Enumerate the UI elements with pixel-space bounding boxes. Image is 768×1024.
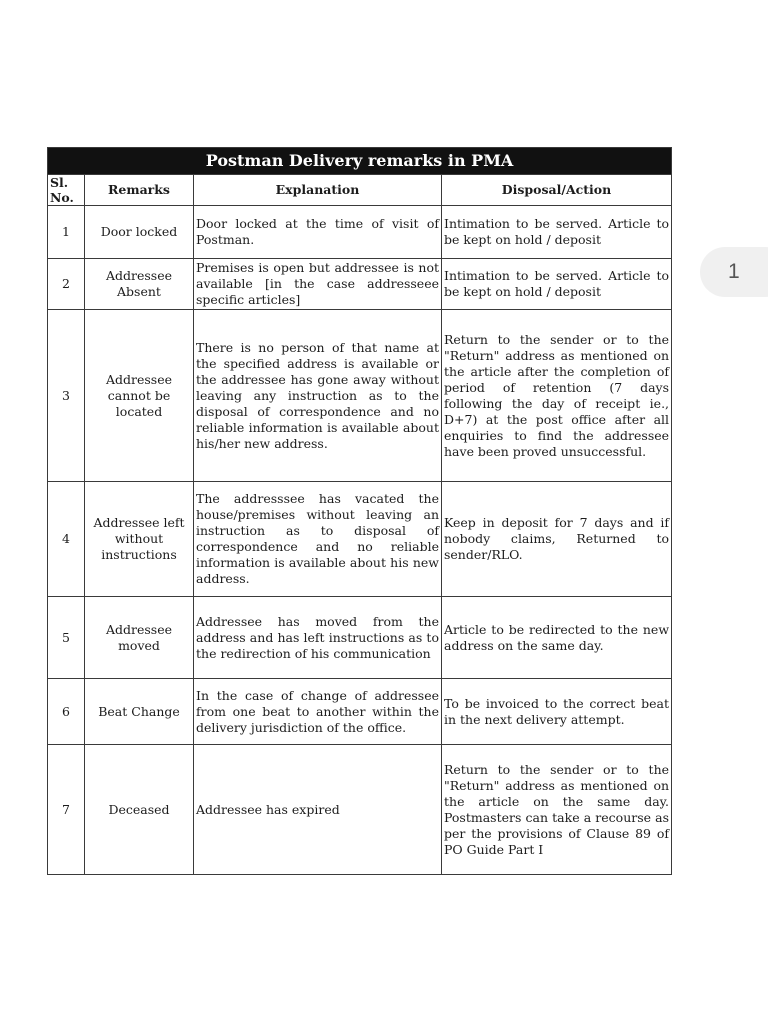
row-action: Keep in deposit for 7 days and if nobody claims, Returned to sender/RLO.: [442, 482, 672, 597]
table-row: [48, 482, 672, 597]
row-explanation: Addressee has moved from the address and has left instructions as to the redirection of his communication: [194, 597, 442, 679]
row-remarks: Door locked: [85, 206, 194, 259]
table-row: [48, 259, 672, 310]
row-sl-no: 1: [48, 206, 85, 259]
table-row: [48, 206, 672, 259]
header-explanation: Explanation: [194, 175, 442, 206]
row-explanation: Addressee has expired: [194, 745, 442, 875]
header-sl-no: Sl. No.: [48, 175, 85, 206]
row-action: Intimation to be served. Article to be kept on hold / deposit: [442, 259, 672, 310]
row-explanation: The addresssee has vacated the house/premises without leaving an instruction as to disposal of correspondence and no reliable information is available about his new address.: [194, 482, 442, 597]
row-explanation: Premises is open but addressee is not available [in the case addresseee specific articles]: [194, 259, 442, 310]
row-remarks: Deceased: [85, 745, 194, 875]
row-remarks: Beat Change: [85, 679, 194, 745]
table-row: [48, 745, 672, 875]
row-sl-no: 7: [48, 745, 85, 875]
header-row: [48, 175, 672, 206]
row-sl-no: 3: [48, 310, 85, 482]
row-action: Article to be redirected to the new address on the same day.: [442, 597, 672, 679]
row-sl-no: 5: [48, 597, 85, 679]
row-explanation: There is no person of that name at the specified address is available or the addressee has gone away without leaving any instruction as to the disposal of correspondence and no reliable information is available about his/her new address.: [194, 310, 442, 482]
row-remarks: Addressee moved: [85, 597, 194, 679]
row-action: Return to the sender or to the "Return" address as mentioned on the article after the completion of period of retention (7 days following the day of receipt ie., D+7) at the post office after all enquiries to find the addressee have been proved unsuccessful.: [442, 310, 672, 482]
row-sl-no: 4: [48, 482, 85, 597]
row-remarks: Addressee cannot be located: [85, 310, 194, 482]
table-row: [48, 310, 672, 482]
row-action: Intimation to be served. Article to be kept on hold / deposit: [442, 206, 672, 259]
row-explanation: Door locked at the time of visit of Postman.: [194, 206, 442, 259]
row-explanation: In the case of change of addressee from one beat to another within the delivery jurisdiction of the office.: [194, 679, 442, 745]
table-row: [48, 679, 672, 745]
page-number-badge: 1: [700, 247, 768, 297]
header-remarks: Remarks: [85, 175, 194, 206]
header-disposal-action: Disposal/Action: [442, 175, 672, 206]
table-row: [48, 597, 672, 679]
row-action: Return to the sender or to the "Return" address as mentioned on the article on the same day. Postmasters can take a recourse as per the provisions of Clause 89 of PO Guide Part I: [442, 745, 672, 875]
table-title: Postman Delivery remarks in PMA: [48, 148, 672, 175]
title-row: [48, 148, 672, 175]
row-sl-no: 2: [48, 259, 85, 310]
row-sl-no: 6: [48, 679, 85, 745]
row-remarks: Addressee left without instructions: [85, 482, 194, 597]
row-action: To be invoiced to the correct beat in the next delivery attempt.: [442, 679, 672, 745]
row-remarks: Addressee Absent: [85, 259, 194, 310]
delivery-remarks-table: [47, 147, 672, 875]
